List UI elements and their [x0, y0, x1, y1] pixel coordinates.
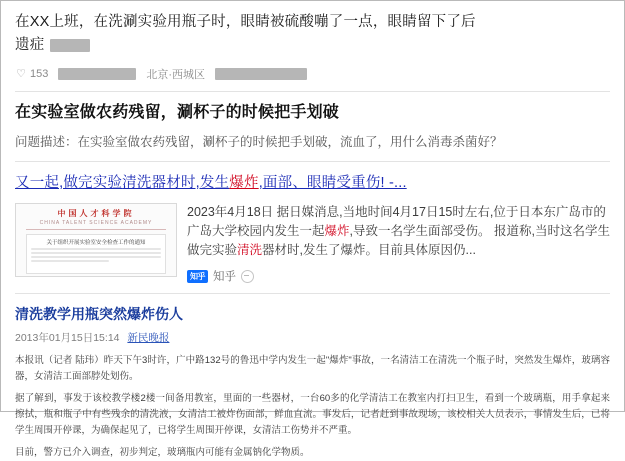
zhihu-source-row[interactable]: [187, 268, 610, 284]
zhihu-title-seg-1: 又一起,做完实验: [15, 175, 123, 191]
snippet-highlight-2: 清洗: [237, 243, 263, 257]
news-paragraph: 本报讯（记者 陆玮）昨天下午3时许，广中路132号的鲁迅中学内发生一起"爆炸"事故，一名清洁工在清洗一个瓶子时，突然发生爆炸，玻璃容器，女清洁工面部脖处划伤。: [15, 355, 610, 382]
news-title[interactable]: 清洗教学用瓶突然爆炸伤人: [15, 306, 183, 322]
snippet-highlight-1: 爆炸: [324, 224, 350, 238]
thumbnail-doc-title: 关于组织开展实验室安全检查工作的通知: [46, 240, 146, 246]
news-body: [15, 353, 610, 461]
question-title[interactable]: 在实验室做农药残留，涮杯子的时候把手划破: [15, 104, 340, 121]
redacted-extra-block: [215, 68, 307, 80]
snippet-seg-3: ,导致一名学生面部受伤。 报道称,当时这名学生做完实验: [187, 224, 610, 257]
zhihu-snippet: [187, 203, 610, 260]
zhihu-result-item[interactable]: [15, 172, 610, 284]
result-title-text-2: 遗症: [15, 37, 45, 53]
thumbnail-text-line: [31, 252, 161, 254]
thumbnail-text-line: [31, 248, 161, 250]
likes-meta: [15, 68, 48, 80]
more-options-icon[interactable]: [241, 270, 254, 283]
zhihu-title-seg-2: 清洗器材时,发生: [122, 175, 230, 191]
thumbnail-rule: [26, 229, 167, 230]
result-meta-row: [15, 66, 610, 82]
zhihu-title-highlight: 爆炸: [229, 175, 259, 191]
snippet-seg-5: 器材时,发生了爆炸。目前具体原因仍...: [262, 243, 476, 257]
news-date: 2013年01月15日15:14: [15, 332, 120, 344]
question-result-item[interactable]: [15, 102, 610, 152]
zhihu-result-title[interactable]: [15, 172, 610, 194]
zhihu-badge: 知乎: [187, 270, 208, 283]
thumb-up-icon: ♡: [16, 68, 26, 80]
thumbnail-document: [26, 234, 166, 274]
news-paragraph: 目前，警方已介入调查，初步判定，玻璃瓶内可能有金属钠化学物质。: [15, 447, 310, 458]
result-title-line-2[interactable]: [15, 34, 610, 57]
zhihu-title-seg-4: ,面部、眼睛受重伤! -...: [258, 175, 407, 191]
zhihu-source-name: 知乎: [213, 271, 236, 283]
snippet-seg-1: 2023年4月18日 据日媒消息,当地时间4月17日15时左右,位于日本东广岛市的广岛大学校园内发生一起: [187, 205, 606, 238]
news-source-link[interactable]: 新民晚报: [127, 332, 170, 344]
result-thumbnail[interactable]: [15, 203, 177, 277]
search-result-item[interactable]: [15, 11, 610, 82]
zhihu-result-body: [15, 203, 610, 284]
question-description: 问题描述：在实验室做农药残留，涮杯子的时候把手划破，流血了，用什么消毒杀菌好？: [15, 135, 503, 149]
result-title[interactable]: [15, 11, 610, 34]
thumbnail-subheader: CHINA TALENT SCIENCE ACADEMY: [39, 220, 153, 226]
divider-3: [15, 293, 610, 294]
zhihu-snippet-column: [187, 203, 610, 284]
news-paragraph: 据了解到，事发于该校教学楼2楼一间备用教室，里面的一些器材，一台60多的化学清洁工在教室内打扫卫生，看到一个玻璃瓶，用手拿起来擦拭，瓶和瓶子中有些残余的清洗液，女清洁工被炸伤面部，鲜血直流。事发后，记者赶到事故现场，该校相关人员表示，事情发生后，已将学生周围开停课，为确保起见了，已将学生周围开停课，女清洁工伤势并不严重。: [15, 393, 610, 436]
thumbnail-text-line: [31, 256, 161, 258]
redacted-text-block: [50, 39, 90, 52]
thumbnail-header: 中国人才科学院: [57, 209, 135, 218]
divider-2: [15, 161, 610, 162]
news-result-item[interactable]: [15, 304, 610, 461]
result-title-text: 在XX上班，在洗涮实验用瓶子时，眼睛被硫酸嘣了一点，眼睛留下了后: [15, 14, 476, 30]
divider: [15, 91, 610, 92]
redacted-author-block: [58, 68, 136, 80]
news-meta: [15, 330, 610, 345]
thumbnail-text-line: [31, 260, 109, 262]
location-label: 北京·西城区: [146, 69, 206, 81]
likes-count: 153: [30, 68, 49, 80]
